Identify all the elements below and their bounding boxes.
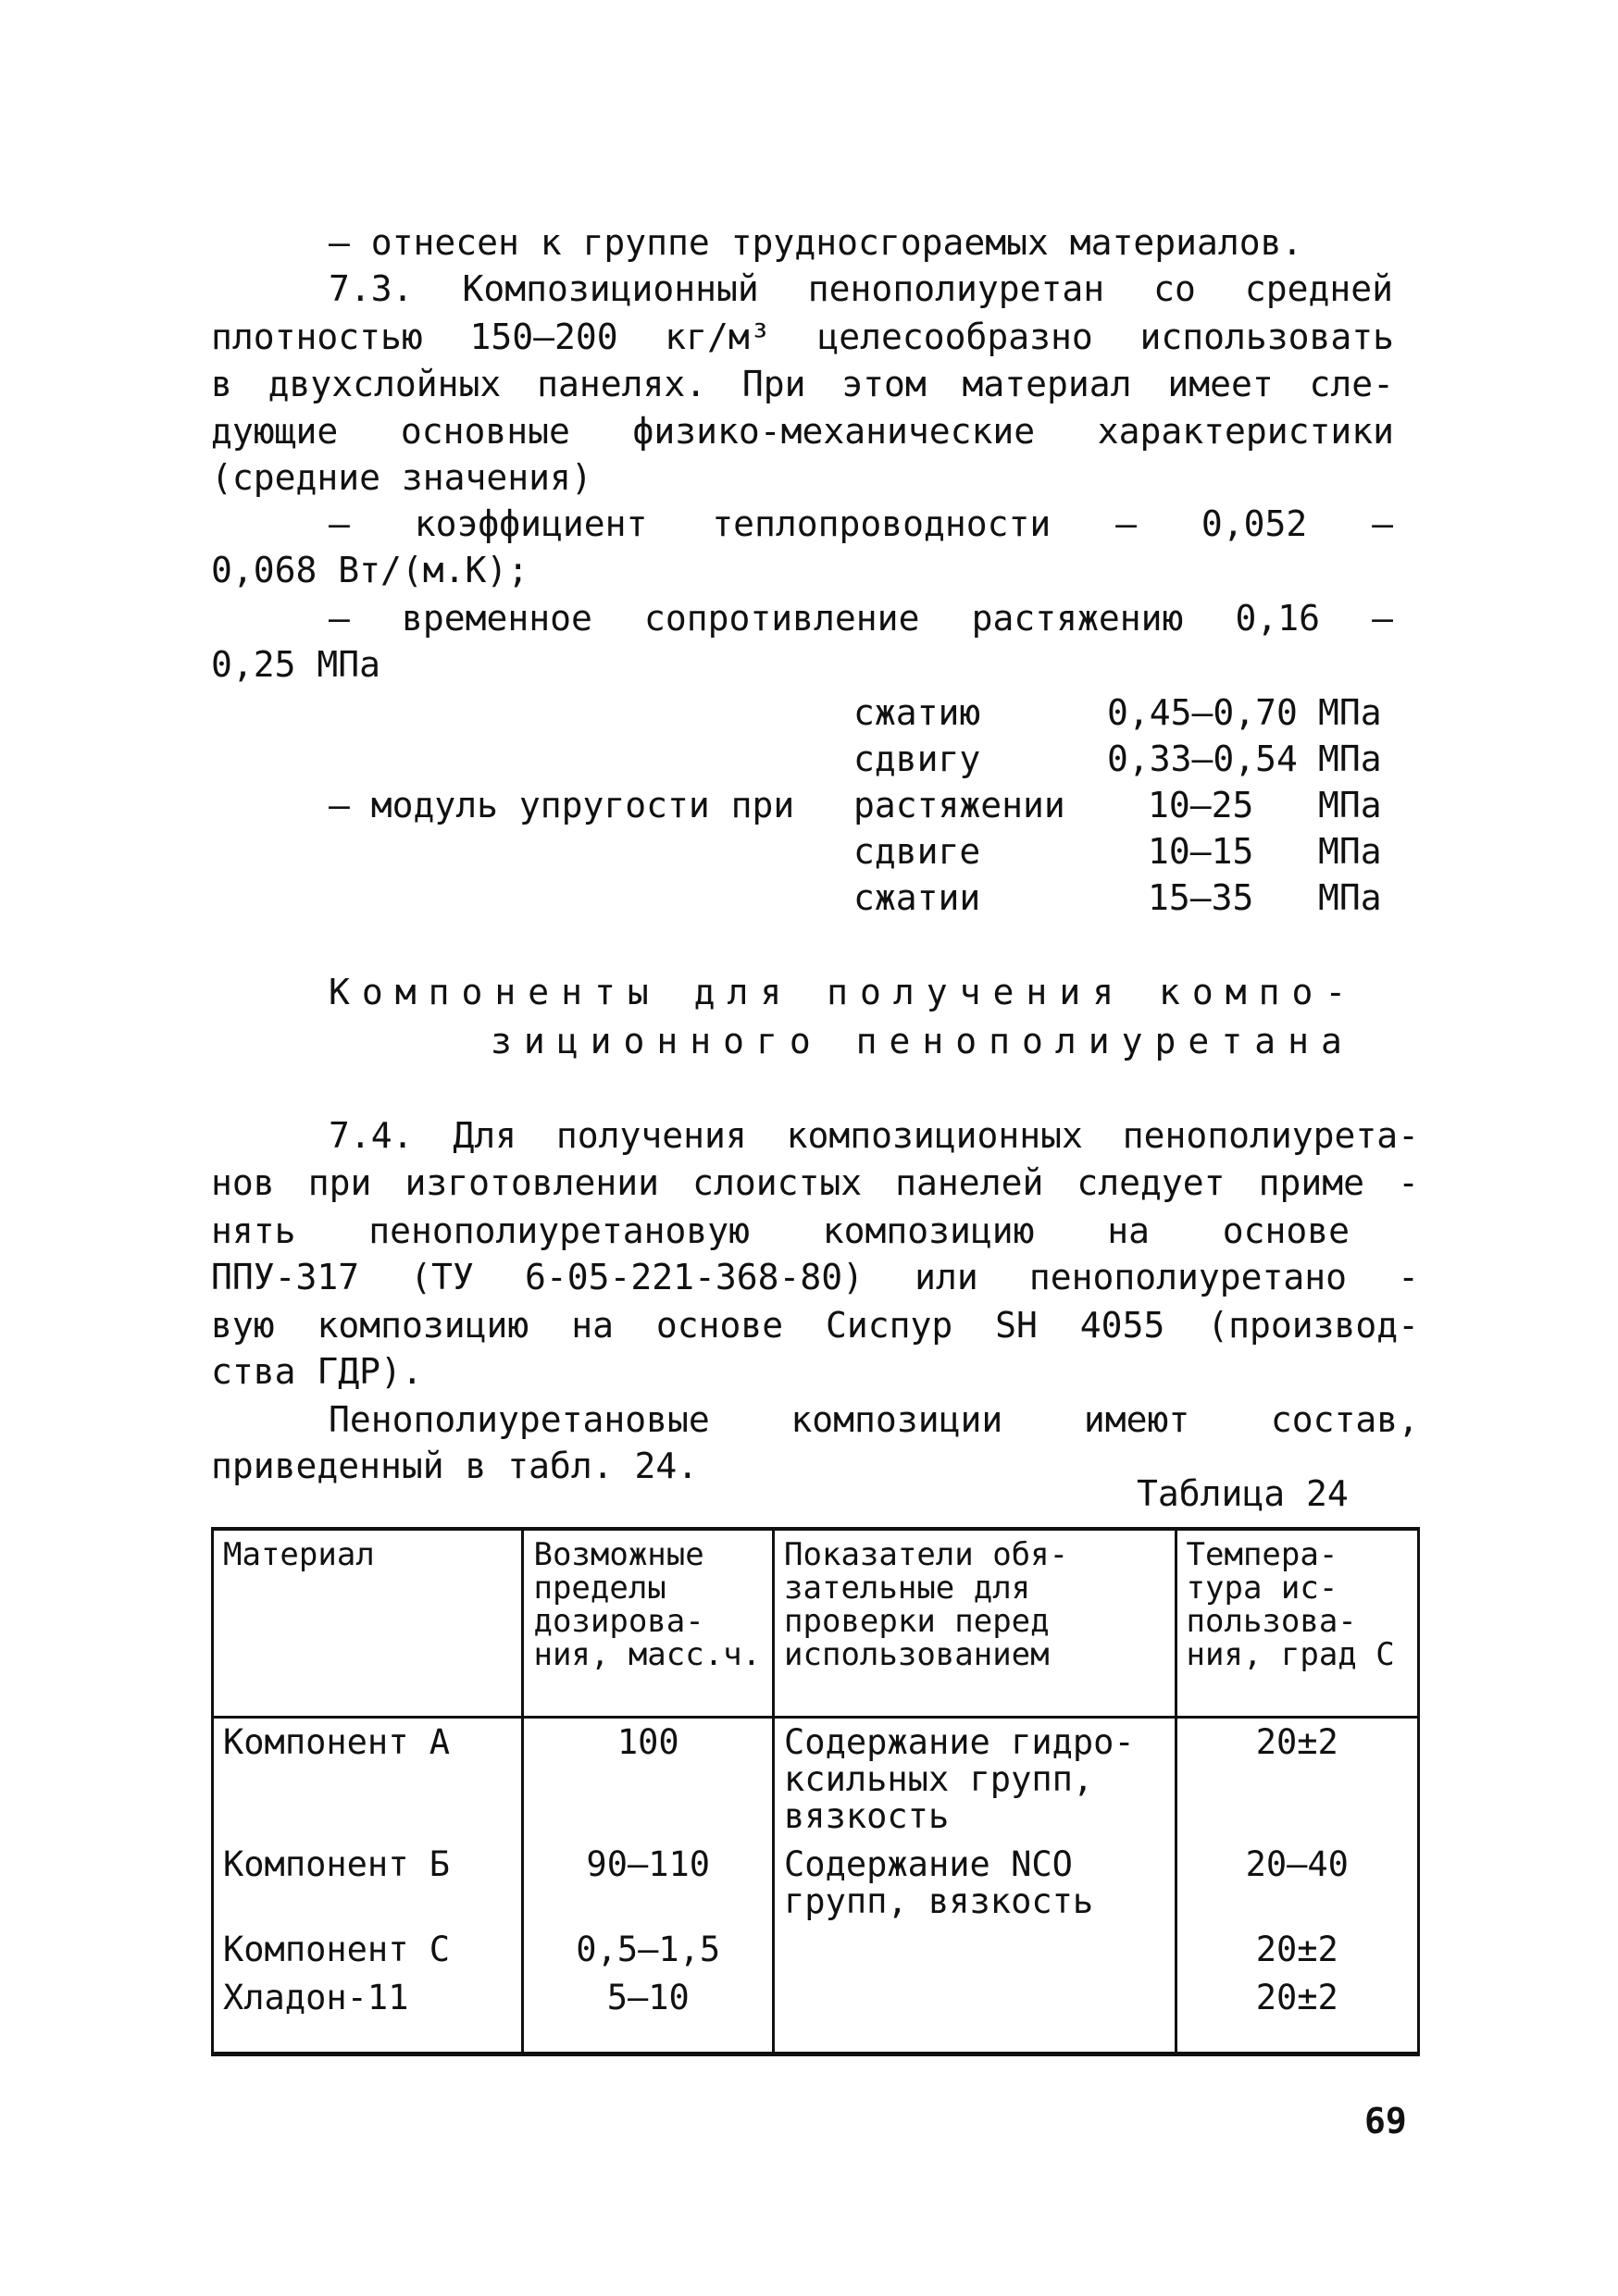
tensile-strength-line: – временное сопротивление растяжению 0,16 – (329, 598, 1393, 639)
modulus-value: 10–15 (1148, 831, 1254, 872)
table-header-cell: Материал (213, 1529, 523, 1718)
text-line: вую композицию на основе Сиспур SH 4055 (производ- (211, 1305, 1419, 1346)
modulus-lead: – модуль упругости при (329, 785, 795, 825)
strength-unit: МПа (1318, 738, 1382, 779)
temperature-cell: 20±2 (1176, 1718, 1418, 1842)
temperature-cell: 20±2 (1176, 1926, 1418, 1974)
material-cell: Компонент С (213, 1926, 523, 1974)
modulus-unit: МПа (1318, 831, 1382, 872)
dosage-cell: 100 (523, 1718, 774, 1842)
strength-value: 0,33–0,54 (1107, 738, 1298, 779)
section-heading: Компоненты для получения компо- (329, 972, 1359, 1012)
dosage-cell: 0,5–1,5 (523, 1926, 774, 1974)
section-7-3-first-line: 7.3. Композиционный пенополиуретан со средней (329, 268, 1393, 309)
text-line: 0,25 МПа (211, 644, 381, 685)
modulus-unit: МПа (1318, 877, 1382, 918)
text-line: нов при изготовлении слоистых панелей следует приме - (211, 1162, 1419, 1203)
modulus-value: 10–25 (1148, 785, 1254, 825)
table-header-row (213, 1529, 1419, 1718)
strength-unit: МПа (1318, 692, 1382, 733)
dosage-cell: 90–110 (523, 1841, 774, 1926)
strength-type: сдвигу (853, 738, 981, 779)
temperature-cell: 20±2 (1176, 1974, 1418, 2054)
table-row (213, 1926, 1419, 1974)
strength-value: 0,45–0,70 (1107, 692, 1298, 733)
text-line: плотностью 150–200 кг/м³ целесообразно использовать (211, 316, 1394, 357)
text-line: 0,068 Вт/(м.К); (211, 550, 529, 590)
indicators-cell (774, 1974, 1176, 2054)
section-7-4-first-line: 7.4. Для получения композиционных пенополиурета- (329, 1115, 1419, 1156)
text-line: ППУ-317 (ТУ 6-05-221-368-80) или пенополиуретано - (211, 1257, 1419, 1297)
modulus-type: сдвиге (853, 831, 981, 872)
table-row (213, 1974, 1419, 2054)
text-line: нять пенополиуретановую композицию на основе (211, 1210, 1350, 1251)
text-line: приведенный в табл. 24. (211, 1446, 699, 1486)
text-line: дующие основные физико-механические характеристики (211, 411, 1394, 452)
temperature-cell: 20–40 (1176, 1841, 1418, 1926)
material-cell: Компонент А (213, 1718, 523, 1842)
modulus-type: сжатии (853, 877, 981, 918)
table-24 (211, 1527, 1420, 2056)
material-cell: Компонент Б (213, 1841, 523, 1926)
indicators-cell: Содержание гидро-ксильных групп, вязкость (774, 1718, 1176, 1842)
text-line: в двухслойных панелях. При этом материал имеет сле- (211, 364, 1394, 404)
table-caption: Таблица 24 (1137, 1473, 1349, 1514)
indicators-cell (774, 1926, 1176, 1974)
section-heading: зиционного пенополиуретана (491, 1021, 1354, 1061)
table-header-cell: Темпера-тура ис-пользова-ния, град С (1176, 1529, 1418, 1718)
strength-type: сжатию (853, 692, 981, 733)
table-header-cell: Показатели обя-зательные для проверки перед использованием (774, 1529, 1176, 1718)
text-line: (средние значения) (211, 457, 592, 498)
modulus-unit: МПа (1318, 785, 1382, 825)
thermal-conductivity-line: – коэффициент теплопроводности – 0,052 – (329, 503, 1393, 544)
material-cell: Хладон-11 (213, 1974, 523, 2054)
table-header-cell: Возможные пределы дозирова-ния, масс.ч. (523, 1529, 774, 1718)
table-row (213, 1718, 1419, 1842)
text-line: – отнесен к группе трудносгораемых материалов. (329, 222, 1303, 263)
text-line: ства ГДР). (211, 1351, 423, 1392)
text-line: Пенополиуретановые композиции имеют состав, (329, 1399, 1419, 1440)
modulus-value: 15–35 (1148, 877, 1254, 918)
page-number: 69 (1364, 2101, 1407, 2141)
modulus-type: растяжении (853, 785, 1065, 825)
table-row (213, 1841, 1419, 1926)
indicators-cell: Содержание NCO групп, вязкость (774, 1841, 1176, 1926)
dosage-cell: 5–10 (523, 1974, 774, 2054)
